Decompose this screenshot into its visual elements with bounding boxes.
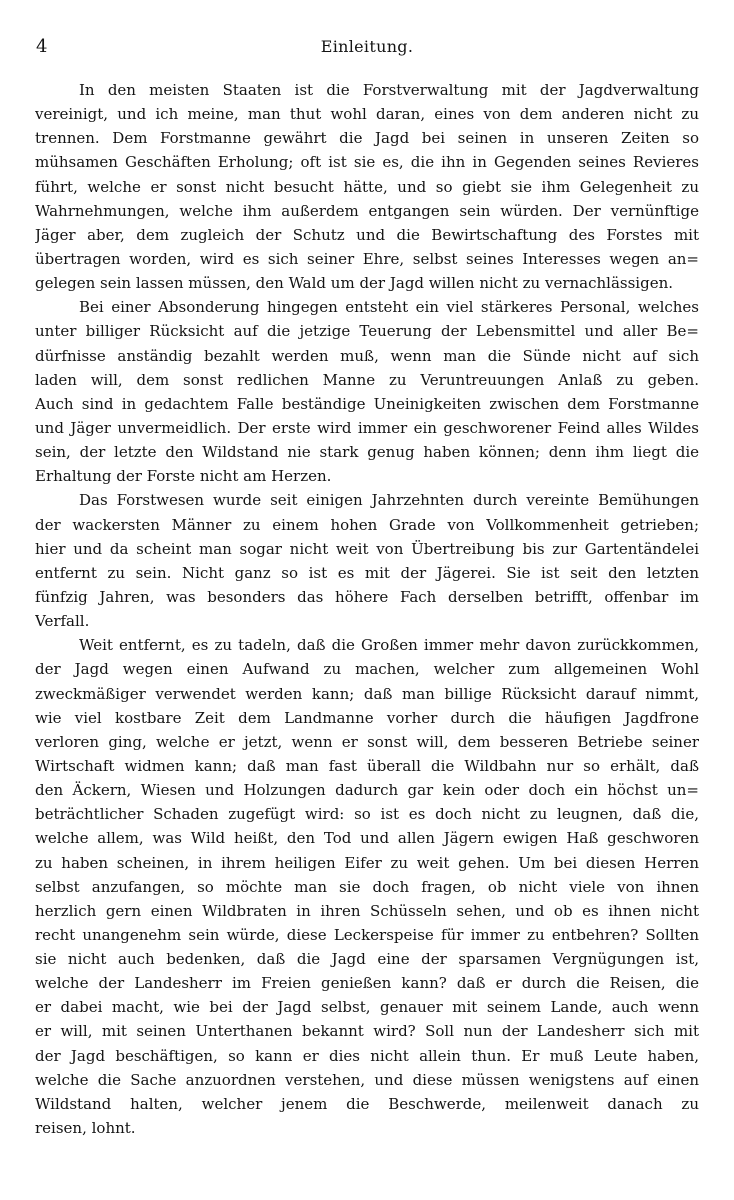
text-line: den Äckern, Wiesen und Holzungen dadurch gar kein oder doch ein höchst un= xyxy=(35,781,699,800)
text-line: beträchtlicher Schaden zugefügt wird: so ist es doch nicht zu leugnen, daß die, xyxy=(35,805,699,824)
text-line: recht unangenehm sein würde, diese Leckerspeise für immer zu entbehren? Sollten xyxy=(35,925,699,944)
text-line: und Jäger unvermeidlich. Der erste wird immer ein geschworener Feind alles Wildes xyxy=(35,418,699,437)
text-line: wie viel kostbare Zeit dem Landmanne vorher durch die häufigen Jagdfrone xyxy=(35,708,699,727)
text-line: unter billiger Rücksicht auf die jetzige Teuerung der Lebensmittel und aller Be= xyxy=(35,322,699,341)
text-line: fünfzig Jahren, was besonders das höhere Fach derselben betrifft, offenbar im xyxy=(35,587,699,606)
page-header xyxy=(0,36,734,60)
text-line: vereinigt, und ich meine, man thut wohl daran, eines von dem anderen nicht zu xyxy=(35,105,699,124)
text-line: sie nicht auch bedenken, daß die Jagd eine der sparsamen Vergnügungen ist, xyxy=(35,950,699,969)
text-line: Wildstand halten, welcher jenem die Beschwerde, meilenweit danach zu xyxy=(35,1094,699,1113)
text-line: er dabei macht, wie bei der Jagd selbst, genauer mit seinem Lande, auch wenn xyxy=(35,998,699,1017)
text-line: hier und da scheint man sogar nicht weit von Übertreibung bis zur Gartentändelei xyxy=(35,539,699,558)
text-line: Weit entfernt, es zu tadeln, daß die Großen immer mehr davon zurückkommen, xyxy=(79,636,699,655)
text-line: Verfall. xyxy=(35,612,90,631)
text-line: welche allem, was Wild heißt, den Tod und allen Jägern ewigen Haß geschworen xyxy=(35,829,699,848)
text-line: laden will, dem sonst redlichen Manne zu Veruntreuungen Anlaß zu geben. xyxy=(35,370,699,389)
text-line: führt, welche er sonst nicht besucht hätte, und so giebt sie ihm Gelegenheit zu xyxy=(35,177,699,196)
text-line: selbst anzufangen, so möchte man sie doch fragen, ob nicht viele von ihnen xyxy=(35,877,699,896)
text-line: In den meisten Staaten ist die Forstverwaltung mit der Jagdverwaltung xyxy=(79,81,699,99)
text-line: der Jagd beschäftigen, so kann er dies nicht allein thun. Er muß Leute haben, xyxy=(35,1046,699,1065)
text-line: der wackersten Männer zu einem hohen Grade von Vollkommenheit getrieben; xyxy=(35,515,699,534)
text-line: sein, der letzte den Wildstand nie stark genug haben können; denn ihm liegt die xyxy=(35,443,699,462)
text-line: übertragen worden, wird es sich seiner Ehre, selbst seines Interesses wegen an= xyxy=(35,249,699,268)
text-line: welche die Sache anzuordnen verstehen, und diese müssen wenigstens auf einen xyxy=(35,1070,699,1089)
text-line: herzlich gern einen Wildbraten in ihren Schüsseln sehen, und ob es ihnen nicht xyxy=(35,901,699,920)
text-line: gelegen sein lassen müssen, den Wald um der Jagd willen nicht zu vernachlässigen. xyxy=(35,274,673,293)
body-text xyxy=(35,78,699,1140)
text-line: zweckmäßiger verwendet werden kann; daß man billige Rücksicht darauf nimmt, xyxy=(35,684,699,703)
running-title: Einleitung. xyxy=(320,37,414,56)
page-number: 4 xyxy=(36,36,48,57)
text-line: reisen, lohnt. xyxy=(35,1119,136,1138)
text-line: Wirtschaft widmen kann; daß man fast überall die Wildbahn nur so erhält, daß xyxy=(35,756,699,775)
text-line: trennen. Dem Forstmanne gewährt die Jagd bei seinen in unseren Zeiten so xyxy=(35,129,699,148)
text-line: Jäger aber, dem zugleich der Schutz und die Bewirtschaftung des Forstes mit xyxy=(35,225,699,244)
text-line: Auch sind in gedachtem Falle beständige Uneinigkeiten zwischen dem Forstmanne xyxy=(35,394,699,413)
text-line: zu haben scheinen, in ihrem heiligen Eifer zu weit gehen. Um bei diesen Herren xyxy=(35,853,699,872)
text-line: welche der Landesherr im Freien genießen kann? daß er durch die Reisen, die xyxy=(35,974,699,993)
text-line: Erhaltung der Forste nicht am Herzen. xyxy=(35,467,332,486)
text-line: Wahrnehmungen, welche ihm außerdem entgangen sein würden. Der vernünftige xyxy=(35,201,699,220)
text-line: entfernt zu sein. Nicht ganz so ist es mit der Jägerei. Sie ist seit den letzten xyxy=(35,563,699,582)
text-line: Das Forstwesen wurde seit einigen Jahrzehnten durch vereinte Bemühungen xyxy=(79,491,699,510)
text-line: Bei einer Absonderung hingegen entsteht ein viel stärkeres Personal, welches xyxy=(79,298,699,317)
text-line: verloren ging, welche er jetzt, wenn er sonst will, dem besseren Betriebe seiner xyxy=(35,732,699,751)
text-line: dürfnisse anständig bezahlt werden muß, wenn man die Sünde nicht auf sich xyxy=(35,346,699,365)
text-line: er will, mit seinen Unterthanen bekannt wird? Soll nun der Landesherr sich mit xyxy=(35,1022,699,1041)
text-line: der Jagd wegen einen Aufwand zu machen, welcher zum allgemeinen Wohl xyxy=(35,660,699,679)
text-line: mühsamen Geschäften Erholung; oft ist sie es, die ihn in Gegenden seines Revieres xyxy=(35,153,699,172)
